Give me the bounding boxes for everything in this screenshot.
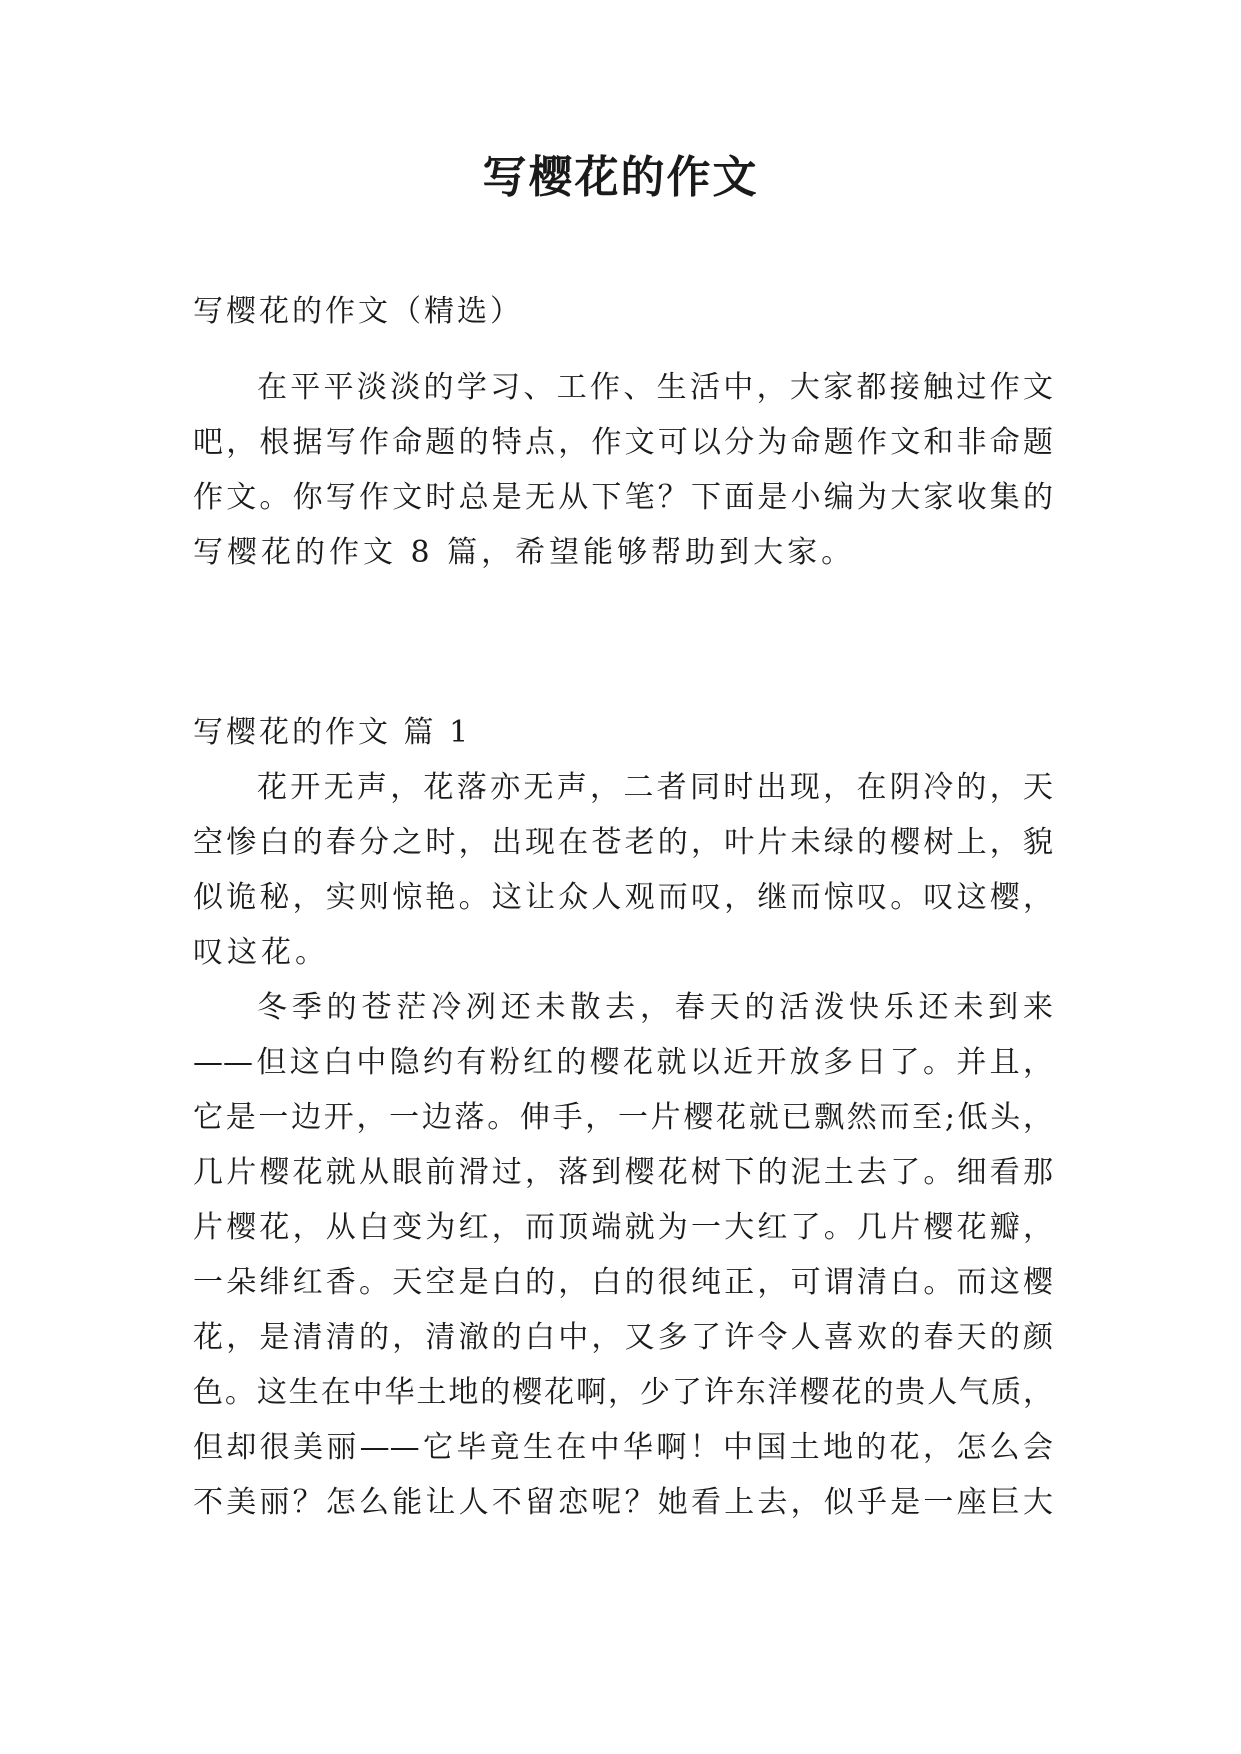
- para2-line: 不美丽？怎么能让人不留恋呢？她看上去，似乎是一座巨大: [193, 1485, 1053, 1520]
- section-heading: 写樱花的作文 篇 1: [193, 715, 472, 750]
- para2-line: 但却很美丽——它毕竟生在中华啊！中国土地的花，怎么会: [193, 1430, 1053, 1465]
- para2-line: 色。这生在中华土地的樱花啊，少了许东洋樱花的贵人气质，: [193, 1375, 1053, 1410]
- para1-line: 空惨白的春分之时，出现在苍老的，叶片未绿的樱树上，貌: [193, 825, 1053, 860]
- para1-line: 似诡秘，实则惊艳。这让众人观而叹，继而惊叹。叹这樱，: [193, 880, 1053, 915]
- para2-line: 一朵绯红香。天空是白的，白的很纯正，可谓清白。而这樱: [193, 1265, 1053, 1300]
- para2-line: 它是一边开，一边落。伸手，一片樱花就已飘然而至;低头，: [193, 1100, 1053, 1135]
- para2-line: 冬季的苍茫冷冽还未散去，春天的活泼快乐还未到来: [257, 990, 1053, 1025]
- para1-line: 花开无声，花落亦无声，二者同时出现，在阴冷的，天: [257, 770, 1053, 805]
- para2-line: ——但这白中隐约有粉红的樱花就以近开放多日了。并且，: [193, 1045, 1053, 1080]
- intro-line: 作文。你写作文时总是无从下笔？下面是小编为大家收集的: [193, 480, 1053, 515]
- para2-line: 几片樱花就从眼前滑过，落到樱花树下的泥土去了。细看那: [193, 1155, 1053, 1190]
- intro-line: 在平平淡淡的学习、工作、生活中，大家都接触过作文: [257, 370, 1053, 405]
- para2-line: 花，是清清的，清澈的白中，又多了许令人喜欢的春天的颜: [193, 1320, 1053, 1355]
- document-title: 写樱花的作文: [482, 152, 759, 203]
- intro-line: 吧，根据写作命题的特点，作文可以分为命题作文和非命题: [193, 425, 1053, 460]
- intro-line: 写樱花的作文 8 篇，希望能够帮助到大家。: [193, 535, 856, 570]
- document-subtitle: 写樱花的作文（精选）: [193, 294, 523, 329]
- para2-line: 片樱花，从白变为红，而顶端就为一大红了。几片樱花瓣，: [193, 1210, 1053, 1245]
- para1-line: 叹这花。: [193, 935, 329, 970]
